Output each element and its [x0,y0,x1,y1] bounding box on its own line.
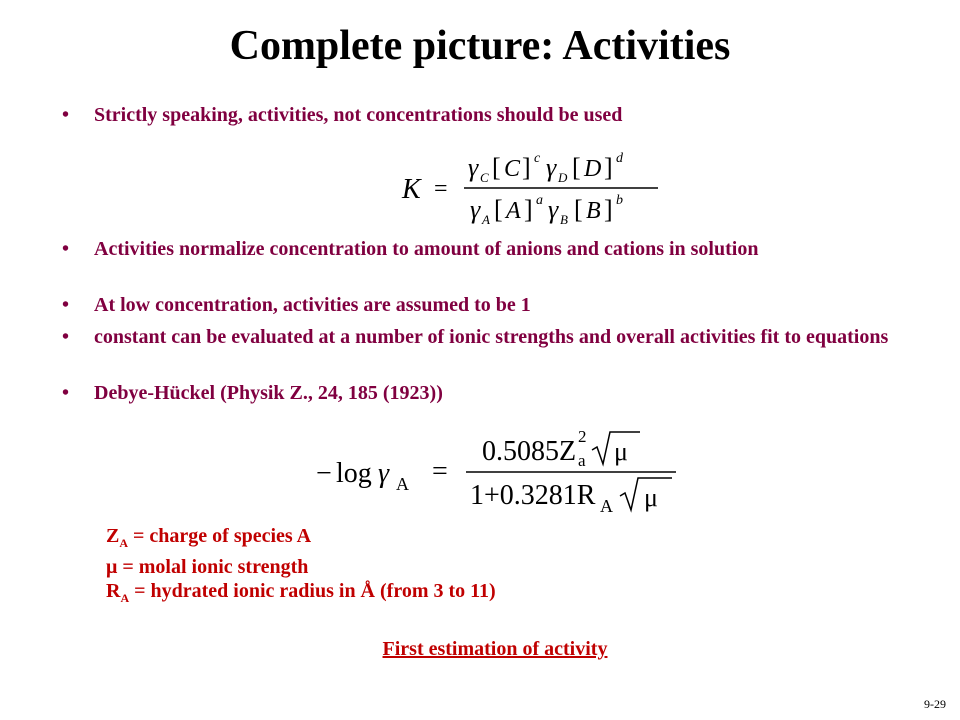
eq2-gamma-sub: A [396,474,409,494]
eq2-den-text: 1+0.3281R [470,480,596,511]
bullet-dot: • [62,238,70,260]
bracket-open: [ [572,153,581,182]
bullet-dot: • [62,326,70,348]
bracket-open: [ [492,153,501,182]
bracket-open: [ [494,195,503,224]
definition-mu [106,555,706,579]
bracket-close: ] [522,153,531,182]
gamma-subscript: C [480,170,489,185]
species-symbol: B [586,198,601,224]
eq1-equals: = [434,176,448,202]
eq2-equals: = [432,456,448,487]
definition-symbol: R [106,580,121,602]
definition-ra [106,579,706,610]
bullet-item [62,326,902,348]
species-symbol: C [504,156,521,182]
eq2-num-sub: a [578,451,586,470]
bracket-close: ] [524,195,533,224]
bullet-dot: • [62,104,70,126]
gamma-symbol: γ [470,195,481,224]
eq1-lhs: K [402,174,421,205]
definition-text: = charge of species A [128,525,312,547]
exponent: b [616,193,623,208]
bracket-open: [ [574,195,583,224]
eq2-den-sub: A [600,496,613,516]
exponent: d [616,151,623,166]
equilibrium-equation [396,146,726,232]
definition-subscript: A [120,591,130,605]
first-estimation-link[interactable]: First estimation of activity [382,638,608,660]
gamma-subscript: B [560,212,568,227]
bracket-close: ] [604,195,613,224]
eq2-minus: − [316,458,332,489]
definition-za [106,524,706,555]
species-symbol: D [584,156,602,182]
gamma-symbol: γ [468,153,479,182]
exponent: c [534,151,541,166]
bullet-dot: • [62,294,70,316]
slide-number: 9-29 [924,697,946,711]
bullet-text: Activities normalize concentration to amount of anions and cations in solution [94,238,759,260]
definition-symbol: Z [106,525,120,547]
bullet-item [62,382,902,404]
bullet-item [62,294,902,316]
gamma-symbol: γ [548,195,559,224]
eq2-log: log [336,458,372,489]
definition-text: = hydrated ionic radius in Å (from 3 to 11) [129,580,496,602]
bullet-text: constant can be evaluated at a number of ionic strengths and overall activities fit to equations [94,326,889,348]
bullet-item [62,104,902,126]
species-symbol: A [506,198,521,224]
eq2-num-sup: 2 [578,427,587,446]
eq2-gamma: γ [378,458,390,489]
gamma-subscript: D [558,170,568,185]
eq2-num-mu: μ [614,437,628,466]
slide-title: Complete picture: Activities [229,23,731,69]
gamma-subscript: A [482,212,490,227]
gamma-symbol: γ [546,153,557,182]
debye-huckel-equation [314,420,694,520]
bracket-close: ] [604,153,613,182]
definition-list [106,524,706,610]
exponent: a [536,193,543,208]
bullet-text: At low concentration, activities are assumed to be 1 [94,294,531,316]
eq2-num-coef: 0.5085Z [482,436,577,467]
eq2-den-mu: μ [644,483,658,512]
definition-subscript: A [119,536,129,550]
bullet-dot: • [62,382,70,404]
bullet-text: Debye-Hückel (Physik Z., 24, 185 (1923)) [94,382,443,404]
bullet-item [62,238,902,260]
bullet-text: Strictly speaking, activities, not concentrations should be used [94,104,623,126]
definition-text: μ = molal ionic strength [106,556,309,578]
